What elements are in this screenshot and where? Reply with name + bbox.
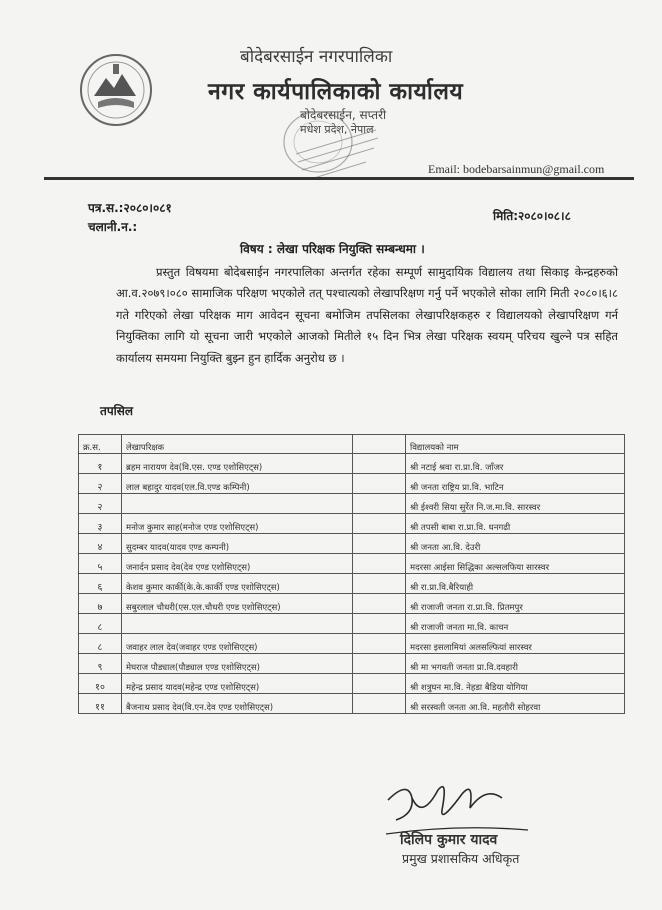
email-address: Email: bodebarsainmun@gmail.com — [428, 162, 605, 176]
letter-subject: विषय : लेखा परिक्षक नियुक्ति सम्बन्धमा । — [240, 242, 425, 256]
row-serial: ३ — [79, 514, 122, 534]
row-serial: ६ — [79, 574, 122, 594]
row-auditor: ब्रहम नारायण देव(वि.एस. एण्ड एशोसिएट्स) — [122, 454, 353, 474]
row-gap — [353, 514, 406, 534]
row-serial: ७ — [79, 594, 122, 614]
row-school: श्री जनता आ.वि. देउरी — [406, 534, 625, 554]
row-school: श्री नटाई श्रवा रा.प्रा.वि. जाँजर — [406, 454, 625, 474]
row-serial: २ — [79, 474, 122, 494]
row-auditor: जवाहर लाल देव(जवाहर एण्ड एशोसिएट्स) — [122, 634, 353, 654]
row-auditor: बैजनाथ प्रसाद देव(वि.एन.देव एण्ड एशोसिएट्स) — [122, 694, 353, 714]
table-header-row — [79, 435, 625, 454]
reference-number: पत्र.स.:२०८०।०८१ — [88, 201, 172, 215]
row-auditor — [122, 614, 353, 634]
row-auditor: मनोज कुमार साह(मनोज एण्ड एशोसिएट्स) — [122, 514, 353, 534]
row-gap — [353, 614, 406, 634]
row-gap — [353, 694, 406, 714]
row-school: श्री मा भगवती जनता प्रा.वि.दवहारी — [406, 654, 625, 674]
table-row — [79, 694, 625, 714]
table-row — [79, 594, 625, 614]
office-stamp — [278, 108, 390, 184]
office-name: नगर कार्यपालिकाको कार्यालय — [208, 79, 464, 105]
row-school: श्री जनता राष्ट्रिय प्रा.वि. भाटिन — [406, 474, 625, 494]
office-province: मधेश प्रदेश, नेपाल — [300, 123, 374, 136]
row-school: श्री रा.प्रा.वि.बैरियाही — [406, 574, 625, 594]
table-row — [79, 554, 625, 574]
row-gap — [353, 574, 406, 594]
row-gap — [353, 494, 406, 514]
row-gap — [353, 534, 406, 554]
row-serial: ४ — [79, 534, 122, 554]
row-auditor — [122, 494, 353, 514]
row-school: श्री राजाजी जनता मा.वि. काचन — [406, 614, 625, 634]
row-serial: ११ — [79, 694, 122, 714]
table-row — [79, 674, 625, 694]
table-row — [79, 494, 625, 514]
row-serial: २ — [79, 494, 122, 514]
row-gap — [353, 454, 406, 474]
row-auditor: मेघराज पौड्याल(पौड्याल एण्ड एशोसिएट्स) — [122, 654, 353, 674]
row-school: श्री ईश्वरी सिया सुर्रेत नि.ज.मा.वि. सारस्वर — [406, 494, 625, 514]
row-serial: १० — [79, 674, 122, 694]
row-school: श्री शत्रुघन मा.वि. नेहडा बैडिया योगिया — [406, 674, 625, 694]
row-serial: १ — [79, 454, 122, 474]
row-auditor: सबुरलाल चौधरी(एस.एल.चौधरी एण्ड एशोसिएट्स) — [122, 594, 353, 614]
row-school: मदरसा आईसा सिद्धिका अल्सलफिया सारस्वर — [406, 554, 625, 574]
row-auditor: केशव कुमार कार्की(के.के.कार्की एण्ड एशोसिएट्स) — [122, 574, 353, 594]
col-serial-header: क्र.स. — [79, 435, 122, 454]
col-gap-header — [353, 435, 406, 454]
letter-date: मिति:२०८०।०८।८ — [493, 209, 571, 223]
row-serial: ५ — [79, 554, 122, 574]
table-row — [79, 654, 625, 674]
table-row — [79, 634, 625, 654]
row-gap — [353, 554, 406, 574]
municipality-name: बोदेबरसाईन नगरपालिका — [240, 47, 393, 67]
signatory-name: दिलिप कुमार यादव — [400, 832, 498, 848]
table-row — [79, 574, 625, 594]
col-auditor-header: लेखापरिक्षक — [122, 435, 353, 454]
table-row — [79, 614, 625, 634]
row-gap — [353, 474, 406, 494]
auditor-school-table — [78, 434, 625, 714]
table-row — [79, 474, 625, 494]
row-gap — [353, 654, 406, 674]
col-school-header: विद्यालयको नाम — [406, 435, 625, 454]
row-gap — [353, 634, 406, 654]
row-auditor: जनार्दन प्रसाद देव(देव एण्ड एशोसिएट्स) — [122, 554, 353, 574]
row-serial: ८ — [79, 634, 122, 654]
row-school: श्री सरस्वती जनता आ.वि. महतौरी सोहरवा — [406, 694, 625, 714]
row-gap — [353, 674, 406, 694]
list-heading: तपसिल — [100, 404, 134, 418]
row-serial: ९ — [79, 654, 122, 674]
table-row — [79, 534, 625, 554]
dispatch-number: चलानी.न.: — [88, 220, 138, 234]
row-serial: ८ — [79, 614, 122, 634]
header-divider — [44, 177, 634, 180]
row-auditor: महेन्द्र प्रसाद यादव(महेन्द्र एण्ड एशोसिएट्स) — [122, 674, 353, 694]
table-row — [79, 454, 625, 474]
row-school: श्री राजाजी जनता रा.प्रा.वि. प्रितमपुर — [406, 594, 625, 614]
signatory-title: प्रमुख प्रशासकिय अधिकृत — [402, 851, 520, 866]
row-auditor: लाल बहादुर यादव(एल.वि.एण्ड कम्पिनी) — [122, 474, 353, 494]
table-row — [79, 514, 625, 534]
row-auditor: सुदम्बर यादव(यादव एण्ड कम्पनी) — [122, 534, 353, 554]
row-gap — [353, 594, 406, 614]
row-school: मदरसा इसलामियां अलसल्फियां सारस्वर — [406, 634, 625, 654]
office-location: बोदेबरसाईन, सप्तरी — [300, 108, 387, 122]
letter-body: प्रस्तुत विषयमा बोदेबसाईन नगरपालिका अन्तर्गत रहेका सम्पूर्ण सामुदायिक विद्यालय तथा सिकाइ केन्द्रहरुको आ.व.२०७९।०८० सामाजिक परिक्षण भएकोले तत् पश्चात्यको लेखापरिक्षण गर्नु पर्ने भएकोले सोका लागि मिती २०८०।६।८ गते गरिएको लेखा परिक्षक माग आवेदन सूचना बमोजिम तपसिलका लेखापरिक्षकहरु र विद्यालयको लेखापरिक्षण गर्न नियुक्तिका लागि यो सूचना जारी भएकोले आजको मितीले १५ दिन भित्र लेखा परिक्षक स्वयम् परिचय खुल्ने पत्र सहित कार्यालय समयमा नियुक्ति बुझ्न हुन हार्दिक अनुरोध छ । — [116, 265, 618, 365]
nepal-emblem-logo — [78, 52, 154, 128]
row-school: श्री तपसी बाबा रा.प्रा.वि. धनगढी — [406, 514, 625, 534]
table-body — [79, 454, 625, 714]
